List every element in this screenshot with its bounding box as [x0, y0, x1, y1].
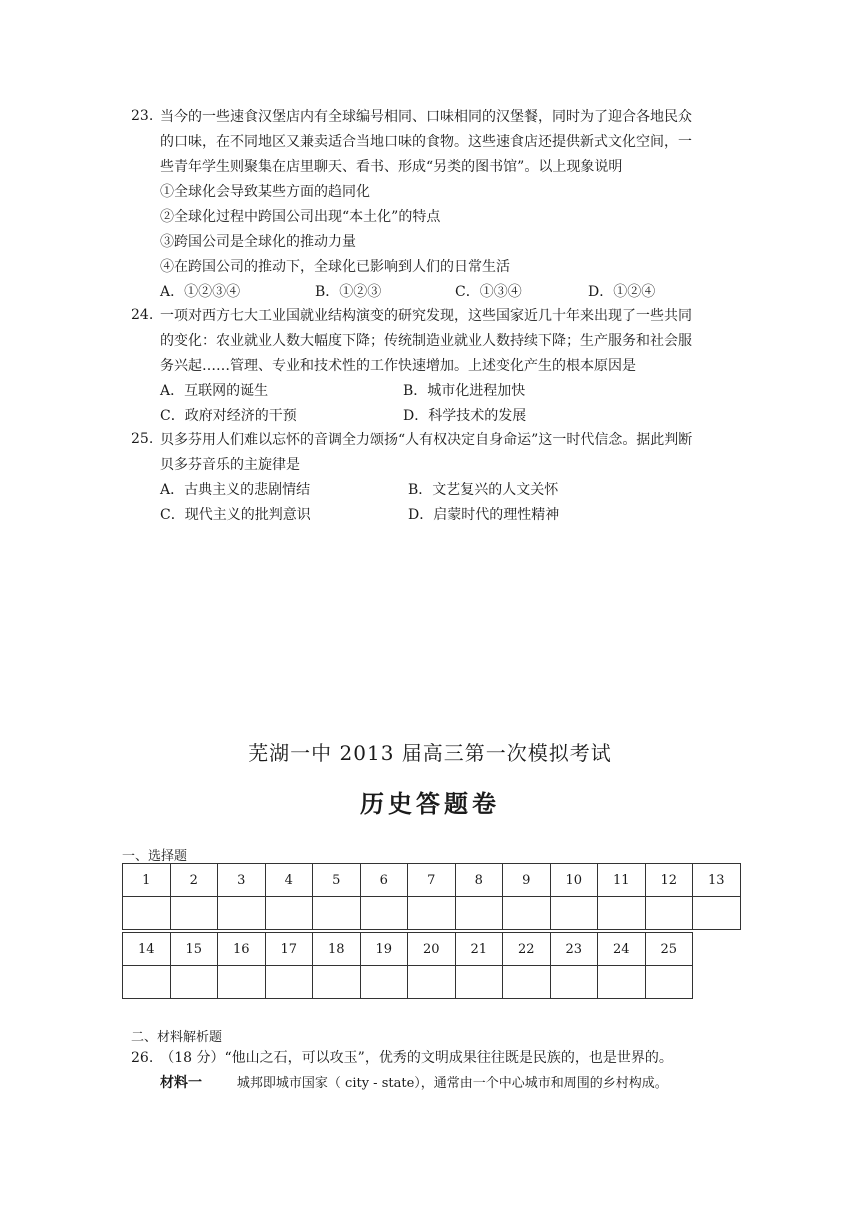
section-heading-choice: 一、选择题 [122, 849, 188, 864]
answer-cell[interactable] [360, 897, 408, 930]
grid-number-cell: 21 [455, 933, 503, 966]
grid-number-cell: 24 [598, 933, 646, 966]
answer-cell[interactable] [170, 897, 218, 930]
grid-number-cell: 5 [313, 864, 361, 897]
option-b: B．文艺复兴的人文关怀 [408, 482, 559, 498]
question-text: 些青年学生则聚集在店里聊天、看书、形成“另类的图书馆”。以上现象说明 [160, 159, 623, 175]
question-text: 务兴起……管理、专业和技术性的工作快速增加。上述变化产生的根本原因是 [160, 358, 636, 374]
answer-cell[interactable] [360, 966, 408, 999]
grid-number-cell: 17 [265, 933, 313, 966]
exam-subtitle: 历史答题卷 [360, 790, 500, 818]
answer-cell[interactable] [218, 966, 266, 999]
answer-cell[interactable] [123, 897, 171, 930]
grid-number-row [123, 864, 741, 897]
statement: ③跨国公司是全球化的推动力量 [160, 234, 356, 250]
grid-number-cell: 16 [218, 933, 266, 966]
statement: ①全球化会导致某些方面的趋同化 [160, 184, 370, 200]
question-text: 一项对西方七大工业国就业结构演变的研究发现，这些国家近几十年来出现了一些共同 [160, 308, 692, 324]
answer-cell[interactable] [503, 897, 551, 930]
answer-cell[interactable] [598, 897, 646, 930]
answer-cell[interactable] [645, 897, 693, 930]
grid-number-cell: 15 [170, 933, 218, 966]
answer-cell[interactable] [645, 966, 693, 999]
grid-number-cell: 14 [123, 933, 171, 966]
option-d: D．启蒙时代的理性精神 [408, 507, 560, 523]
answer-cell[interactable] [550, 966, 598, 999]
question-26-text: 26. （18 分）“他山之石，可以攻玉”，优秀的文明成果往往既是民族的，也是世界的。 [131, 1050, 673, 1066]
material-label: 材料一 [160, 1075, 202, 1091]
question-text: 贝多芬用人们难以忘怀的音调全力颂扬“人有权决定自身命运”这一时代信念。据此判断 [160, 432, 693, 448]
section-heading-material: 二、材料解析题 [131, 1030, 223, 1045]
answer-cell[interactable] [265, 897, 313, 930]
option-a: A．古典主义的悲剧情结 [160, 482, 311, 498]
question-text: 的变化：农业就业人数大幅度下降；传统制造业就业人数持续下降；生产服务和社会服 [160, 333, 692, 349]
grid-number-cell: 23 [550, 933, 598, 966]
option-c: C．现代主义的批判意识 [160, 507, 311, 523]
exam-title: 芜湖一中 2013 届高三第一次模拟考试 [248, 741, 612, 765]
grid-number-row [123, 933, 693, 966]
answer-cell[interactable] [408, 966, 456, 999]
question-text: 贝多芬音乐的主旋律是 [160, 457, 300, 473]
statement: ②全球化过程中跨国公司出现“本土化”的特点 [160, 209, 441, 225]
option-a: A．互联网的诞生 [160, 383, 269, 399]
option-c: C．政府对经济的干预 [160, 408, 297, 424]
option-d: D．科学技术的发展 [403, 408, 527, 424]
grid-number-cell: 12 [645, 864, 693, 897]
grid-number-cell: 2 [170, 864, 218, 897]
answer-cell[interactable] [123, 966, 171, 999]
answer-cell[interactable] [408, 897, 456, 930]
grid-number-cell: 19 [360, 933, 408, 966]
grid-number-cell: 3 [218, 864, 266, 897]
grid-number-cell: 1 [123, 864, 171, 897]
answer-cell[interactable] [313, 966, 361, 999]
grid-number-cell: 18 [313, 933, 361, 966]
grid-number-cell: 8 [455, 864, 503, 897]
answer-cell[interactable] [503, 966, 551, 999]
answer-grid-2 [122, 932, 693, 999]
question-number: 23. [131, 108, 154, 124]
grid-number-cell: 7 [408, 864, 456, 897]
answer-cell[interactable] [218, 897, 266, 930]
statement: ④在跨国公司的推动下，全球化已影响到人们的日常生活 [160, 259, 510, 275]
grid-number-cell: 6 [360, 864, 408, 897]
option-a: A．①②③④ [160, 284, 241, 300]
option-c: C．①③④ [455, 284, 522, 300]
material-one [160, 1074, 668, 1093]
material-text: 城邦即城市国家（ city - state），通常由一个中心城市和周围的乡村构成。 [236, 1076, 668, 1091]
grid-answer-row [123, 897, 741, 930]
option-b: B．城市化进程加快 [403, 383, 526, 399]
answer-cell[interactable] [598, 966, 646, 999]
question-text: 当今的一些速食汉堡店内有全球编号相同、口味相同的汉堡餐，同时为了迎合各地民众 [160, 109, 692, 125]
grid-number-cell: 10 [550, 864, 598, 897]
answer-cell[interactable] [265, 966, 313, 999]
answer-cell[interactable] [455, 897, 503, 930]
answer-cell[interactable] [455, 966, 503, 999]
grid-number-cell: 4 [265, 864, 313, 897]
question-text: 的口味，在不同地区又兼卖适合当地口味的食物。这些速食店还提供新式文化空间，一 [160, 134, 692, 150]
grid-number-cell: 22 [503, 933, 551, 966]
answer-cell[interactable] [313, 897, 361, 930]
answer-grid-1 [122, 863, 741, 930]
answer-cell[interactable] [693, 897, 741, 930]
answer-cell[interactable] [170, 966, 218, 999]
grid-number-cell: 25 [645, 933, 693, 966]
grid-number-cell: 9 [503, 864, 551, 897]
question-number: 24. [131, 307, 154, 323]
option-b: B．①②③ [315, 284, 382, 300]
grid-number-cell: 20 [408, 933, 456, 966]
answer-cell[interactable] [550, 897, 598, 930]
grid-number-cell: 13 [693, 864, 741, 897]
option-d: D．①②④ [588, 284, 656, 300]
grid-number-cell: 11 [598, 864, 646, 897]
grid-answer-row [123, 966, 693, 999]
question-number: 25. [131, 431, 154, 447]
